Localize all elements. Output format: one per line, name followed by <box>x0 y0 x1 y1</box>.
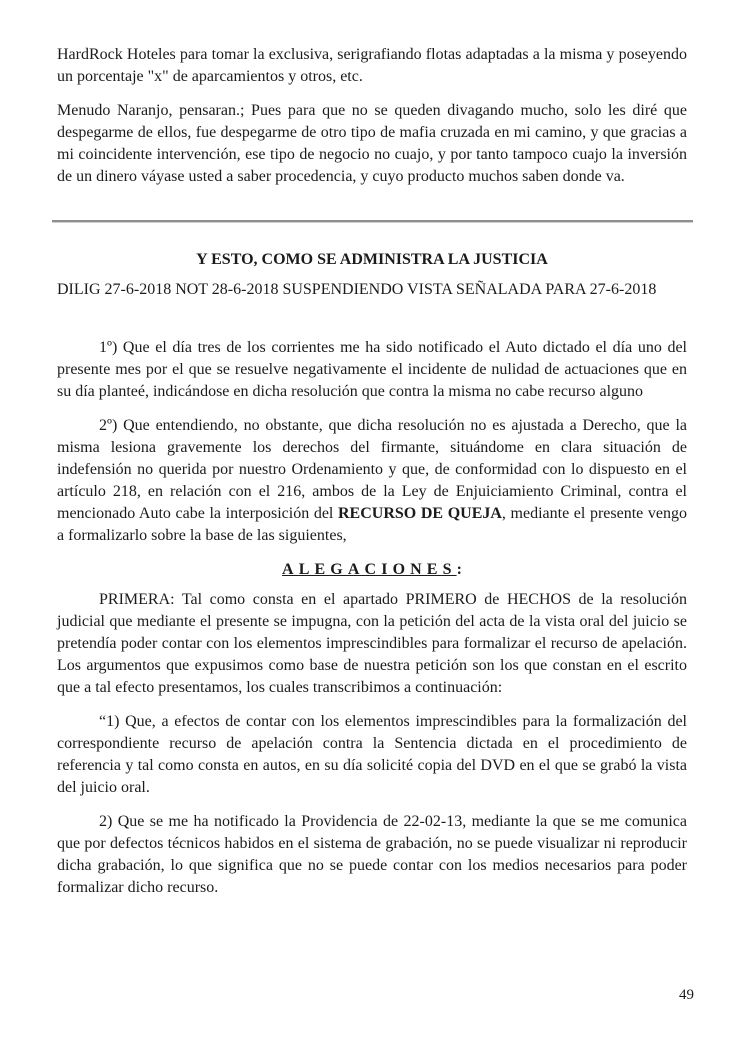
point-2-text-before: 2º) Que entendiendo, no obstante, que dicha resolución no es ajustada a Derecho, que la misma lesiona gravemente los derechos del firmante, situándome en clara situación de indefensión no querida por nuestro Ordenamiento y que, de conformidad con lo dispuesto en el artículo 218, en relación con el 216, ambos de la Ley de Enjuiciamiento Criminal, contra el mencionado Auto cabe la interposición del <box>57 417 687 522</box>
section-title: Y ESTO, COMO SE ADMINISTRA LA JUSTICIA <box>196 251 548 268</box>
numbered-point-2 <box>57 415 687 547</box>
intro-paragraph-2: Menudo Naranjo, pensaran.; Pues para que no se queden divagando mucho, solo les diré que despegarme de ellos, fue despegarme de otro tipo de mafia cruzada en mi camino, y que gracias a mi coincidente intervención, ese tipo de negocio no cuajo, y por tanto tampoco cuajo la inversión de un dinero váyase usted a saber procedencia, y cuyo producto muchos saben donde va. <box>57 102 687 185</box>
point-2-bold-phrase: RECURSO DE QUEJA <box>337 505 502 522</box>
numbered-point-1: 1º) Que el día tres de los corrientes me ha sido notificado el Auto dictado el día uno del presente mes por el que se resuelve negativamente el incidente de nulidad de actuaciones que en su día planteé, indicándose en dicha resolución que contra la misma no cabe recurso alguno <box>57 339 687 400</box>
section-divider <box>52 220 693 223</box>
page-number: 49 <box>679 987 694 1003</box>
point-2-text-after: , mediante el presente vengo a formalizarlo sobre la base de las siguientes, <box>57 505 688 544</box>
allegations-heading-label: ALEGACIONES <box>282 561 457 578</box>
allegations-heading-colon: : <box>456 561 462 578</box>
quoted-point-2: 2) Que se me ha notificado la Providencia de 22-02-13, mediante la que se me comunica que por defectos técnicos habidos en el sistema de grabación, no se puede visualizar ni reproducir dicha grabación, lo que significa que no se puede contar con los medios necesarios para poder formalizar dicho recurso. <box>57 813 687 896</box>
quoted-point-1: “1) Que, a efectos de contar con los elementos imprescindibles para la formalización del correspondiente recurso de apelación contra la Sentencia dictada en el procedimiento de referencia y tal como consta en autos, en su día solicité copia del DVD en el que se grabó la vista del juicio oral. <box>57 713 687 796</box>
allegations-heading <box>57 559 687 581</box>
intro-paragraph-1: HardRock Hoteles para tomar la exclusiva, serigrafiando flotas adaptadas a la misma y poseyendo un porcentaje "x" de aparcamientos y otros, etc. <box>57 46 687 85</box>
primera-paragraph: PRIMERA: Tal como consta en el apartado PRIMERO de HECHOS de la resolución judicial que mediante el presente se impugna, con la petición del acta de la vista oral del juicio se pretendía poder contar con los elementos imprescindibles para formalizar el recurso de apelación. Los argumentos que expusimos como base de nuestra petición son los que constan en el escrito que a tal efecto presentamos, los cuales transcribimos a continuación: <box>57 591 687 696</box>
diligence-line: DILIG 27-6-2018 NOT 28-6-2018 SUSPENDIENDO VISTA SEÑALADA PARA 27-6-2018 <box>57 281 657 298</box>
